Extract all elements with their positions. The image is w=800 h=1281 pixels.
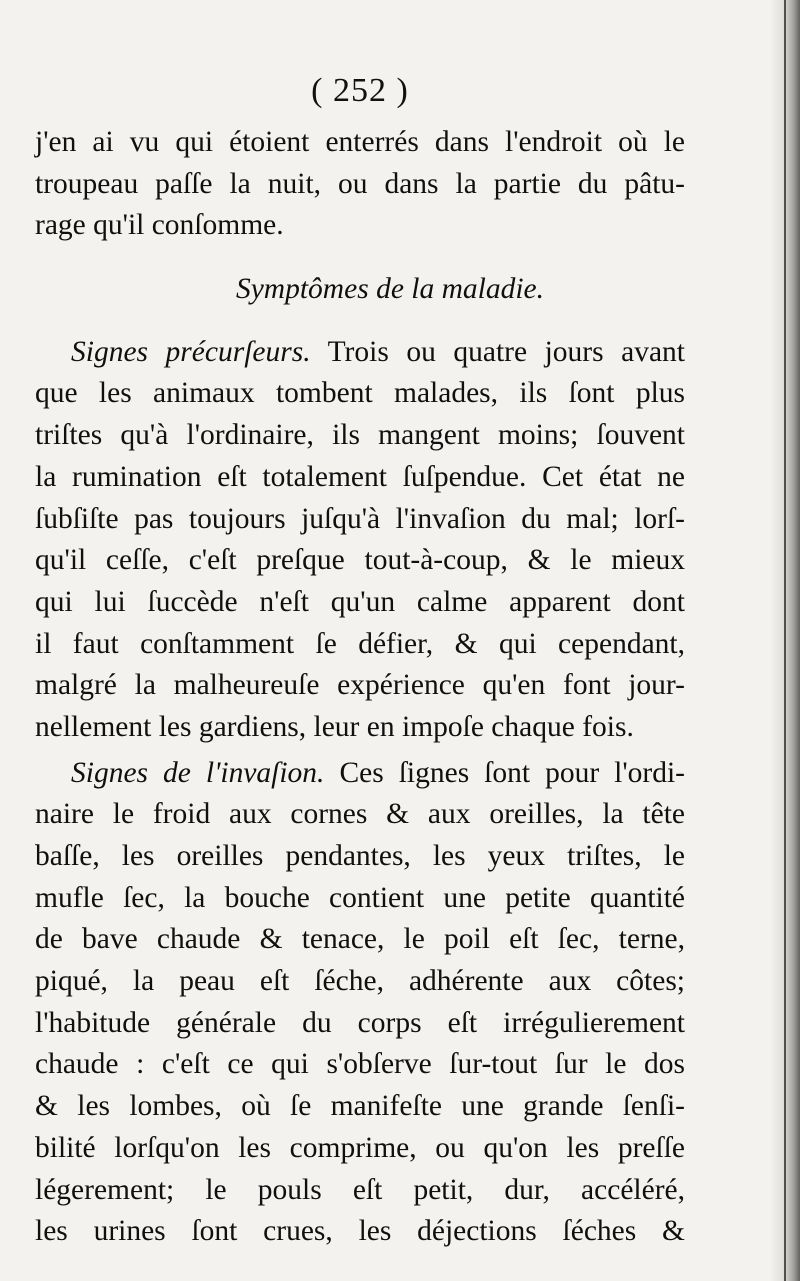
text-line: chaude : c'eſt ce qui s'obſerve ſur-tout ſur le dos [35, 1048, 685, 1081]
text-line: qui lui ſuccède n'eſt qu'un calme apparent dont [35, 585, 685, 618]
text-line [35, 332, 685, 374]
text-line: mufle ſec, la bouche contient une petite quantité [35, 881, 685, 914]
text-line-rest: Ces ſignes ſont pour l'ordi- [339, 756, 685, 789]
paragraph-lead: Signes précurſeurs. [71, 335, 311, 368]
text-line [35, 753, 685, 795]
text-line: qu'il ceſſe, c'eſt preſque tout-à-coup, & le mieux [35, 544, 685, 577]
text-line: légerement; le pouls eſt petit, dur, accéléré, [35, 1173, 685, 1206]
text-line: malgré la malheureuſe expérience qu'en font jour- [35, 669, 685, 702]
text-line: ſubſiſte pas toujours juſqu'à l'invaſion du mal; lorſ- [35, 502, 685, 535]
text-line: il faut conſtamment ſe défier, & qui cependant, [35, 627, 685, 660]
body-text [35, 122, 685, 1253]
text-line: que les animaux tombent malades, ils ſont plus [35, 377, 685, 410]
text-line: piqué, la peau eſt ſéche, adhérente aux côtes; [35, 965, 685, 998]
text-line: nellement les gardiens, leur en impoſe chaque fois. [35, 710, 634, 743]
text-line: & les lombes, où ſe manifeſte une grande ſenſi- [35, 1090, 685, 1123]
text-line: rage qu'il conſomme. [35, 209, 284, 242]
paragraph-lead: Signes de l'invaſion. [71, 756, 325, 789]
text-line: troupeau paſſe la nuit, ou dans la partie du pâtu- [35, 167, 685, 200]
text-line: j'en ai vu qui étoient enterrés dans l'endroit où le [35, 126, 685, 158]
text-line: de bave chaude & tenace, le poil eſt ſec, terne, [35, 923, 685, 956]
section-heading: Symptômes de la maladie. [235, 273, 545, 306]
text-line: la rumination eſt totalement ſuſpendue. Cet état ne [35, 460, 685, 493]
paragraph-1 [35, 122, 685, 247]
text-line: baſſe, les oreilles pendantes, les yeux triſtes, le [35, 840, 685, 872]
text-line: naire le froid aux cornes & aux oreilles, la tête [35, 798, 685, 831]
text-line: les urines ſont crues, les déjections ſéches & [35, 1215, 685, 1248]
text-line: l'habitude générale du corps eſt irrégulierement [35, 1006, 685, 1039]
paragraph-3 [35, 753, 685, 1253]
page-number: ( 252 ) [311, 72, 409, 109]
text-line: bilité lorſqu'on les comprime, ou qu'on les preſſe [35, 1131, 685, 1164]
text-line: triſtes qu'à l'ordinaire, ils mangent moins; ſouvent [35, 419, 685, 452]
text-line-rest: Trois ou quatre jours avant [327, 335, 686, 368]
page-edge-line [784, 0, 786, 1281]
paragraph-2 [35, 332, 685, 749]
